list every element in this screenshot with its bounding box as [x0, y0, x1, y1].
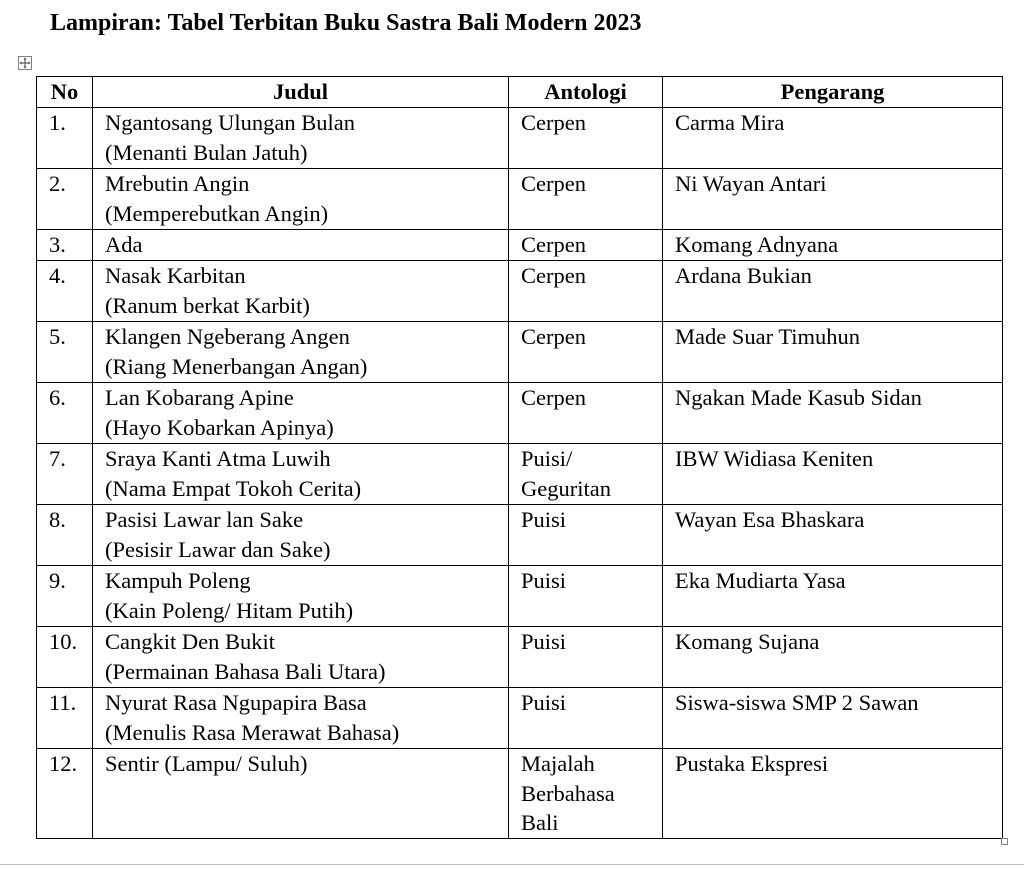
table-row: [37, 108, 1003, 169]
cell-pengarang[interactable]: Siswa-siswa SMP 2 Sawan: [663, 688, 1003, 749]
table-row: [37, 627, 1003, 688]
title-original: Ngantosang Ulungan Bulan: [105, 110, 355, 135]
cell-judul[interactable]: [93, 566, 509, 627]
table-row: [37, 383, 1003, 444]
title-original: Nasak Karbitan: [105, 263, 246, 288]
title-translation: (Riang Menerbangan Angan): [105, 353, 368, 379]
title-translation: (Nama Empat Tokoh Cerita): [105, 475, 362, 501]
cell-pengarang[interactable]: Eka Mudiarta Yasa: [663, 566, 1003, 627]
cell-pengarang[interactable]: Komang Adnyana: [663, 230, 1003, 261]
cell-pengarang[interactable]: Ni Wayan Antari: [663, 169, 1003, 230]
cell-antologi[interactable]: Puisi: [509, 688, 663, 749]
title-translation: (Menanti Bulan Jatuh): [105, 139, 308, 165]
title-original: Cangkit Den Bukit: [105, 629, 275, 654]
cell-judul[interactable]: [93, 505, 509, 566]
title-translation: (Ranum berkat Karbit): [105, 292, 310, 318]
cell-antologi[interactable]: Cerpen: [509, 322, 663, 383]
header-pengarang: Pengarang: [663, 77, 1003, 108]
header-antologi: Antologi: [509, 77, 663, 108]
cell-pengarang[interactable]: Komang Sujana: [663, 627, 1003, 688]
title-translation: (Memperebutkan Angin): [105, 200, 329, 226]
cell-antologi[interactable]: Cerpen: [509, 261, 663, 322]
title-original: Kampuh Poleng: [105, 568, 251, 593]
cell-no[interactable]: 6.: [37, 383, 93, 444]
title-original: Sraya Kanti Atma Luwih: [105, 446, 331, 471]
cell-judul[interactable]: [93, 383, 509, 444]
title-original: Nyurat Rasa Ngupapira Basa: [105, 690, 367, 715]
cell-antologi[interactable]: Cerpen: [509, 169, 663, 230]
cell-no[interactable]: 7.: [37, 444, 93, 505]
title-original: Klangen Ngeberang Angen: [105, 324, 350, 349]
table-row: [37, 505, 1003, 566]
publication-table: [36, 76, 1003, 839]
cell-antologi[interactable]: Cerpen: [509, 383, 663, 444]
cell-antologi[interactable]: Cerpen: [509, 230, 663, 261]
cell-antologi[interactable]: Puisi: [509, 627, 663, 688]
table-resize-handle[interactable]: [1001, 838, 1008, 845]
cell-no[interactable]: 10.: [37, 627, 93, 688]
move-arrows-icon: [19, 57, 31, 69]
title-translation: (Menulis Rasa Merawat Bahasa): [105, 719, 400, 745]
title-translation: (Permainan Bahasa Bali Utara): [105, 658, 386, 684]
cell-no[interactable]: 3.: [37, 230, 93, 261]
cell-pengarang[interactable]: Made Suar Timuhun: [663, 322, 1003, 383]
cell-antologi[interactable]: Puisi: [509, 505, 663, 566]
table-move-handle[interactable]: [18, 56, 32, 70]
cell-no[interactable]: 9.: [37, 566, 93, 627]
cell-no[interactable]: 4.: [37, 261, 93, 322]
table-row: [37, 444, 1003, 505]
table-row: [37, 230, 1003, 261]
cell-no[interactable]: 1.: [37, 108, 93, 169]
cell-no[interactable]: 8.: [37, 505, 93, 566]
cell-antologi[interactable]: Puisi/ Geguritan: [509, 444, 663, 505]
table-row: [37, 169, 1003, 230]
cell-antologi[interactable]: Majalah Berbahasa Bali: [509, 749, 663, 839]
cell-judul[interactable]: [93, 749, 509, 839]
title-original: Lan Kobarang Apine: [105, 385, 294, 410]
title-original: Pasisi Lawar lan Sake: [105, 507, 304, 532]
cell-no[interactable]: 2.: [37, 169, 93, 230]
cell-judul[interactable]: [93, 688, 509, 749]
title-translation: (Kain Poleng/ Hitam Putih): [105, 597, 354, 623]
title-original: Sentir (Lampu/ Suluh): [105, 751, 308, 776]
table-row: [37, 261, 1003, 322]
table-row: [37, 566, 1003, 627]
cell-judul[interactable]: [93, 169, 509, 230]
cell-pengarang[interactable]: Carma Mira: [663, 108, 1003, 169]
cell-pengarang[interactable]: IBW Widiasa Keniten: [663, 444, 1003, 505]
header-judul: Judul: [93, 77, 509, 108]
title-translation: (Hayo Kobarkan Apinya): [105, 414, 334, 440]
document-title: Lampiran: Tabel Terbitan Buku Sastra Bali Modern 2023: [50, 10, 642, 36]
table-row: [37, 688, 1003, 749]
cell-judul[interactable]: [93, 444, 509, 505]
cell-no[interactable]: 5.: [37, 322, 93, 383]
title-original: Ada: [105, 232, 143, 257]
cell-judul[interactable]: [93, 108, 509, 169]
table-row: [37, 322, 1003, 383]
cell-judul[interactable]: [93, 261, 509, 322]
cell-judul[interactable]: [93, 230, 509, 261]
cell-pengarang[interactable]: Ngakan Made Kasub Sidan: [663, 383, 1003, 444]
cell-judul[interactable]: [93, 627, 509, 688]
cell-pengarang[interactable]: Wayan Esa Bhaskara: [663, 505, 1003, 566]
header-no: No: [37, 77, 93, 108]
table-row: [37, 749, 1003, 839]
table-header-row: [37, 77, 1003, 108]
cell-pengarang[interactable]: Pustaka Ekspresi: [663, 749, 1003, 839]
cell-pengarang[interactable]: Ardana Bukian: [663, 261, 1003, 322]
title-original: Mrebutin Angin: [105, 171, 250, 196]
cell-antologi[interactable]: Puisi: [509, 566, 663, 627]
cell-antologi[interactable]: Cerpen: [509, 108, 663, 169]
title-translation: (Pesisir Lawar dan Sake): [105, 536, 331, 562]
cell-no[interactable]: 12.: [37, 749, 93, 839]
page-bottom-divider: [0, 864, 1024, 865]
cell-judul[interactable]: [93, 322, 509, 383]
cell-no[interactable]: 11.: [37, 688, 93, 749]
